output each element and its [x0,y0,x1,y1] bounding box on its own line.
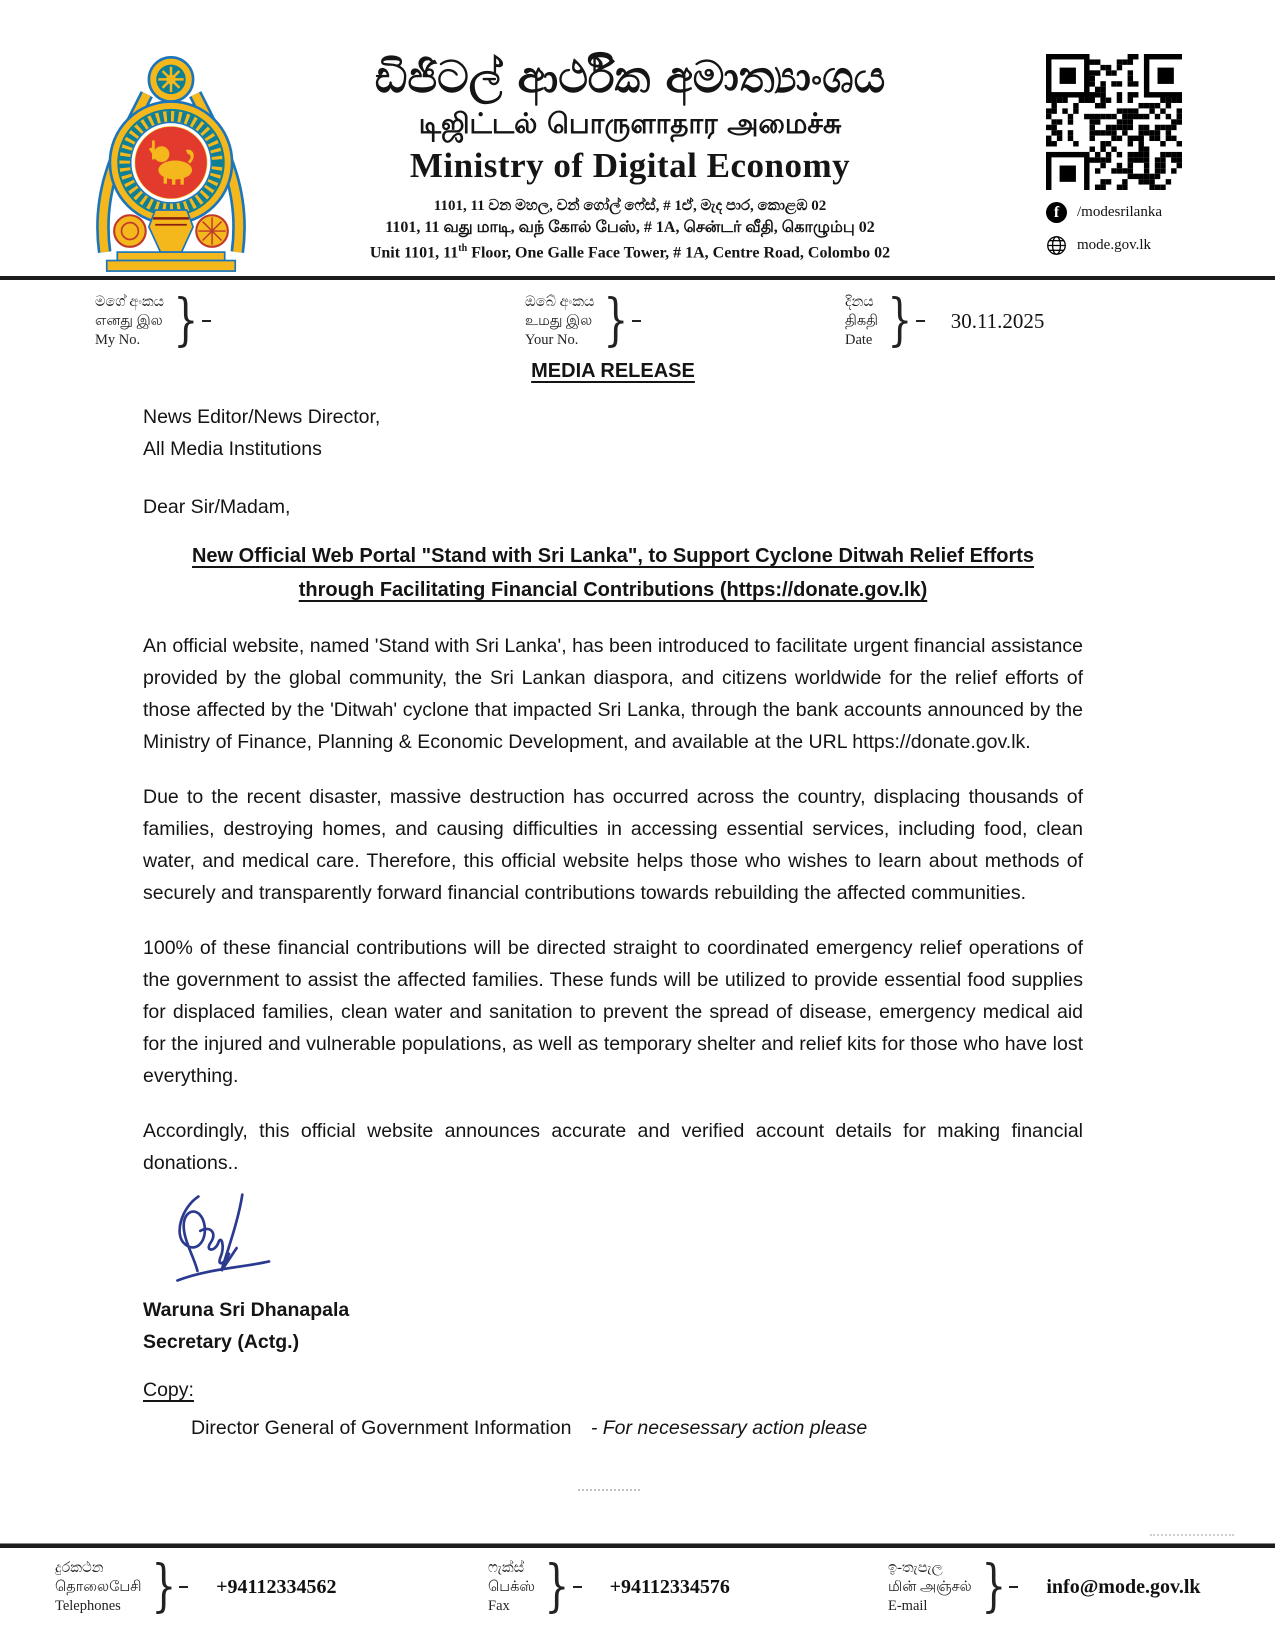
paragraph-3: 100% of these financial contributions will be directed straight to coordinated emergency relief operations of the government to assist the affected families. These funds will be utilized to provide essential food supplies for displaced families, clean water and sanitation to prevent the spread of disease, emergency medical aid for the injured and vulnerable populations, as well as temporary shelter and relief kits for those who have lost everything. [143,937,1083,1087]
brace-glyph: } [150,1554,176,1619]
your-no-label-english: Your No. [525,331,579,348]
sri-lanka-national-emblem-icon [92,52,250,270]
date-label-sinhala: දිනය [845,293,874,310]
globe-icon [1046,235,1067,256]
scan-artifact [578,1489,640,1491]
subject-line-2: through Facilitating Financial Contributions (https://donate.gov.lk) [298,579,928,601]
brace-glyph: } [173,288,199,353]
email-label-tamil: மின் அஞ்சல் [888,1578,972,1595]
subject-heading [143,539,1083,607]
letter-body [143,360,1083,1444]
telephone-number: +94112334562 [216,1575,337,1598]
header-divider [0,276,1275,280]
copy-note: - For necesessary action please [590,1417,868,1439]
copy-recipient: Director General of Government Information [191,1417,572,1439]
facebook-handle: /modesrilanka [1077,204,1162,220]
fax-label-english: Fax [488,1597,510,1614]
my-no-label-tamil: எனது இல [95,312,163,329]
address-sinhala: 1101, 11 වන මහල, වන් ගෝල් ෆේස්, # 1ඒ, මැද පාර, කොළඹ 02 [433,198,827,214]
my-no-label-english: My No. [95,331,141,348]
media-release-heading: MEDIA RELEASE [531,360,695,382]
address-tamil: 1101, 11 வது மாடி, வந் கோல் பேஸ், # 1A, சென்டர் வீதி, கொழும்பு 02 [385,219,875,236]
email-label-sinhala: ඉ-තැපැල [888,1559,943,1576]
signatory-title: Secretary (Actg.) [143,1331,300,1353]
your-no-block [525,288,641,353]
my-no-block [95,288,211,353]
date-label-english: Date [845,331,873,348]
scan-artifact [1150,1534,1234,1536]
website-url: mode.gov.lk [1077,237,1152,253]
handwritten-signature [163,1187,293,1292]
recipient [143,401,1083,465]
recipient-line-2: All Media Institutions [143,438,322,460]
brace-glyph: } [981,1554,1007,1619]
brace-glyph: } [544,1554,570,1619]
telephones-block [55,1554,337,1619]
date-label-tamil: திகதி [845,312,879,329]
ministry-masthead [280,52,980,263]
facebook-row [1046,202,1226,223]
ministry-title-tamil: டிஜிட்டல் பொருளாதார அமைச்சு [418,107,842,140]
paragraph-2: Due to the recent disaster, massive destruction has occurred across the country, displacing thousands of families, destroying homes, and causing difficulties in accessing essential services, including food, clean water, and medical care. Therefore, this official website helps those who wishes to learn about methods of securely and transparently forward financial contributions towards rebuilding the affected communities. [143,786,1083,904]
your-no-label-tamil: உமது இல [525,312,593,329]
copy-label: Copy: [143,1379,194,1401]
qr-code [1046,54,1182,190]
copy-line [191,1412,1083,1444]
fax-number: +94112334576 [609,1575,730,1598]
facebook-icon: f [1046,202,1067,223]
date-value: 30.11.2025 [950,308,1045,333]
ministry-title-sinhala: ඩිජිටල් ආර්ථික අමාත්‍යාංශය [374,52,886,103]
ministry-title-english: Ministry of Digital Economy [409,146,851,185]
telephones-label-sinhala: දුරකථන [55,1559,104,1576]
email-block [888,1554,1201,1619]
your-no-label-sinhala: ඔබේ අංකය [525,293,595,310]
fax-label-tamil: பெக்ஸ் [488,1578,535,1595]
fax-label-sinhala: ෆැක්ස් [488,1559,525,1576]
website-row [1046,235,1226,256]
subject-line-1: New Official Web Portal "Stand with Sri Lanka", to Support Cyclone Ditwah Relief Efforts [191,545,1035,567]
salutation: Dear Sir/Madam, [143,496,291,518]
date-block [845,288,1045,353]
footer-divider [0,1543,1275,1548]
fax-block [488,1554,730,1619]
paragraph-4: Accordingly, this official website announces accurate and verified account details for making financial donations.. [143,1120,1083,1174]
telephones-label-tamil: தொலைபேசி [55,1578,142,1595]
qr-social-block [1046,54,1226,256]
email-address: info@mode.gov.lk [1046,1575,1201,1598]
brace-glyph: } [603,288,629,353]
ministry-address [280,196,980,263]
brace-glyph: } [887,288,913,353]
signatory-name: Waruna Sri Dhanapala [143,1299,350,1321]
my-no-label-sinhala: මගේ අංකය [95,293,165,310]
email-label-english: E-mail [888,1597,928,1614]
paragraph-1: An official website, named 'Stand with Sri Lanka', has been introduced to facilitate urgent financial assistance provided by the global community, the Sri Lankan diaspora, and citizens worldwide for the relief efforts of those affected by the 'Ditwah' cyclone that impacted Sri Lanka, through the bank accounts announced by the Ministry of Finance, Planning & Economic Development, and available at the URL https://donate.gov.lk. [143,635,1083,753]
telephones-label-english: Telephones [55,1597,121,1614]
recipient-line-1: News Editor/News Director, [143,406,381,428]
address-english: Unit 1101, 11th Floor, One Galle Face Tower, # 1A, Centre Road, Colombo 02 [369,243,891,262]
